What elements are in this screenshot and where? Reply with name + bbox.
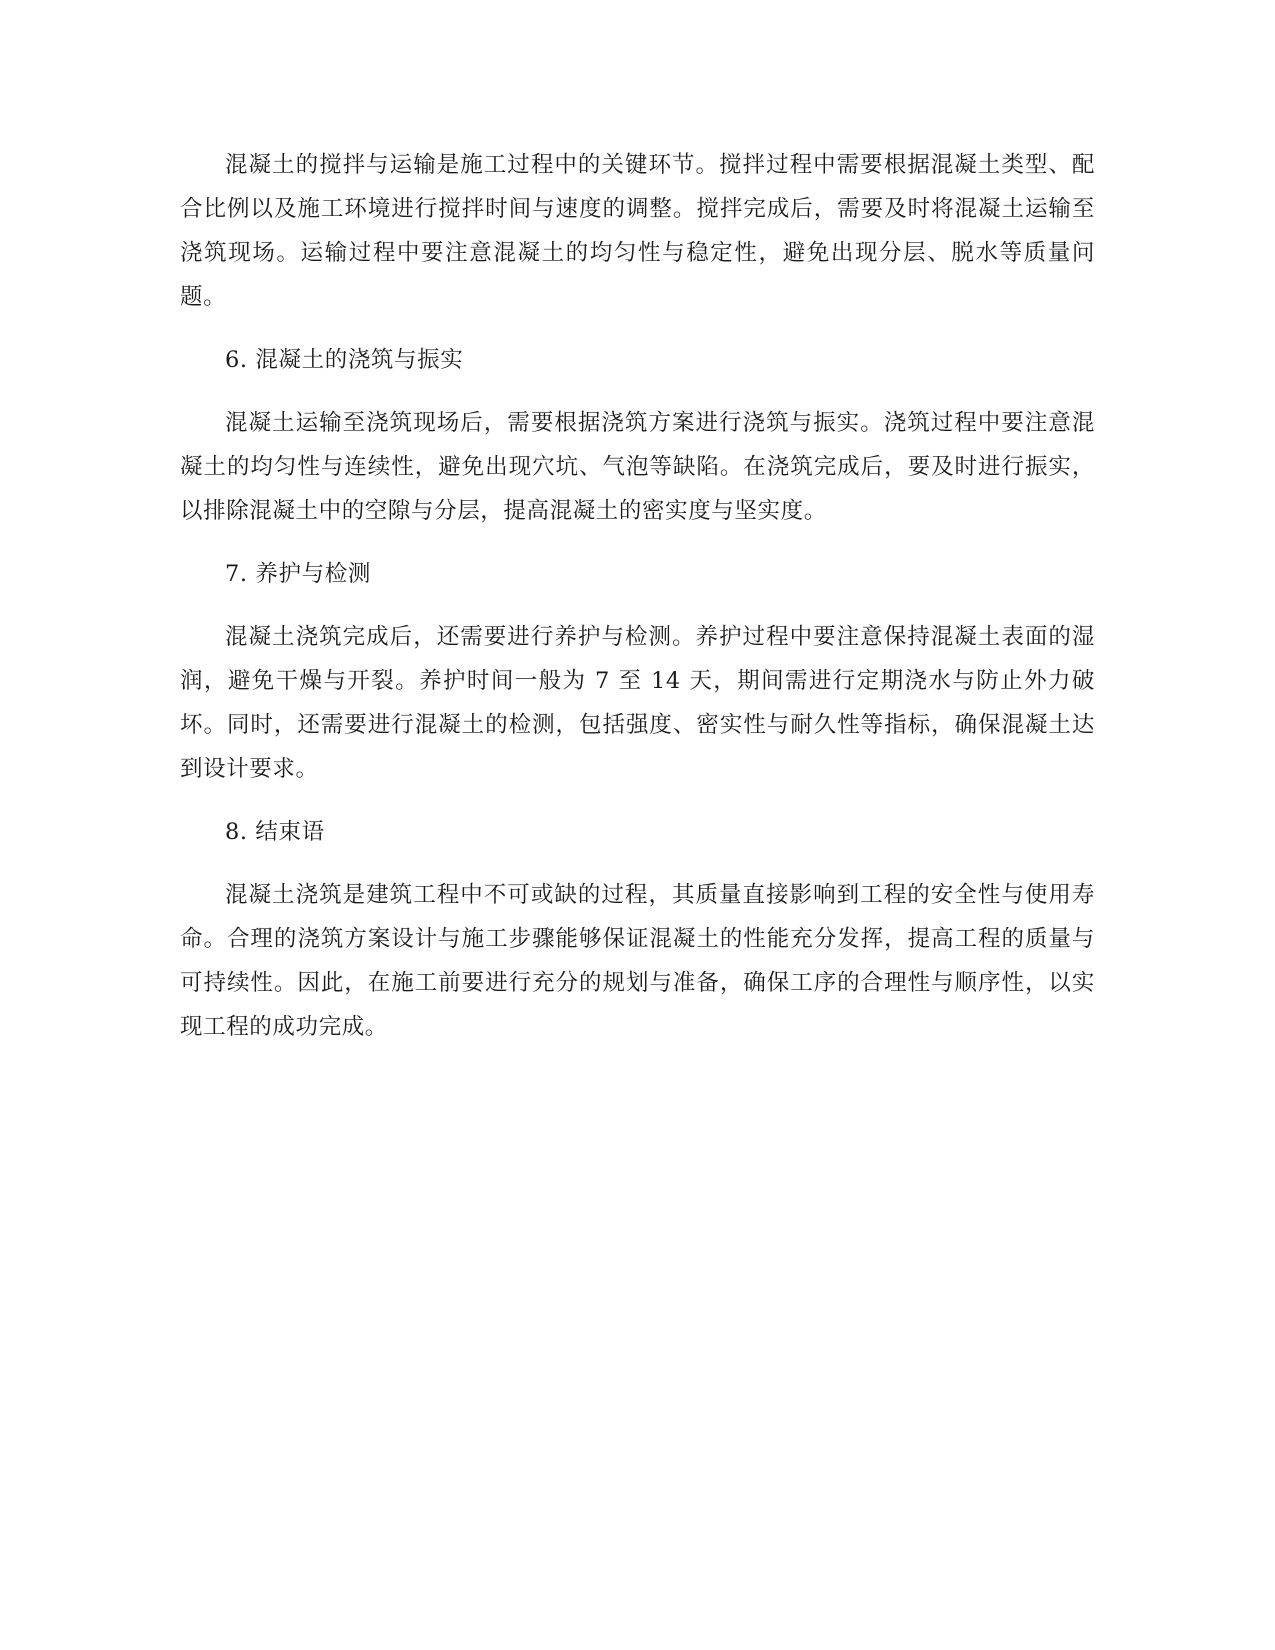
section-heading-7: 7. 养护与检测: [225, 561, 371, 587]
paragraph-curing-testing: 混凝土浇筑完成后，还需要进行养护与检测。养护过程中要注意保持混凝土表面的湿润，避免干燥与开裂。养护时间一般为 7 至 14 天，期间需进行定期浇水与防止外力破坏。同时，还需要进行混凝土的检测，包括强度、密实性与耐久性等指标，确保混凝土达到设计要求。: [180, 624, 1095, 782]
document-body: [180, 143, 1095, 1068]
section-heading-6: 6. 混凝土的浇筑与振实: [225, 347, 464, 373]
paragraph-mixing-transport: 混凝土的搅拌与运输是施工过程中的关键环节。搅拌过程中需要根据混凝土类型、配合比例以及施工环境进行搅拌时间与速度的调整。搅拌完成后，需要及时将混凝土运输至浇筑现场。运输过程中要注意混凝土的均匀性与稳定性，避免出现分层、脱水等质量问题。: [180, 152, 1095, 310]
paragraph-conclusion: 混凝土浇筑是建筑工程中不可或缺的过程，其质量直接影响到工程的安全性与使用寿命。合理的浇筑方案设计与施工步骤能够保证混凝土的性能充分发挥，提高工程的质量与可持续性。因此，在施工前要进行充分的规划与准备，确保工序的合理性与顺序性，以实现工程的成功完成。: [180, 882, 1095, 1040]
section-heading-8: 8. 结束语: [225, 819, 325, 845]
paragraph-pouring-compaction: 混凝土运输至浇筑现场后，需要根据浇筑方案进行浇筑与振实。浇筑过程中要注意混凝土的均匀性与连续性，避免出现穴坑、气泡等缺陷。在浇筑完成后，要及时进行振实，以排除混凝土中的空隙与分层，提高混凝土的密实度与坚实度。: [180, 410, 1095, 524]
